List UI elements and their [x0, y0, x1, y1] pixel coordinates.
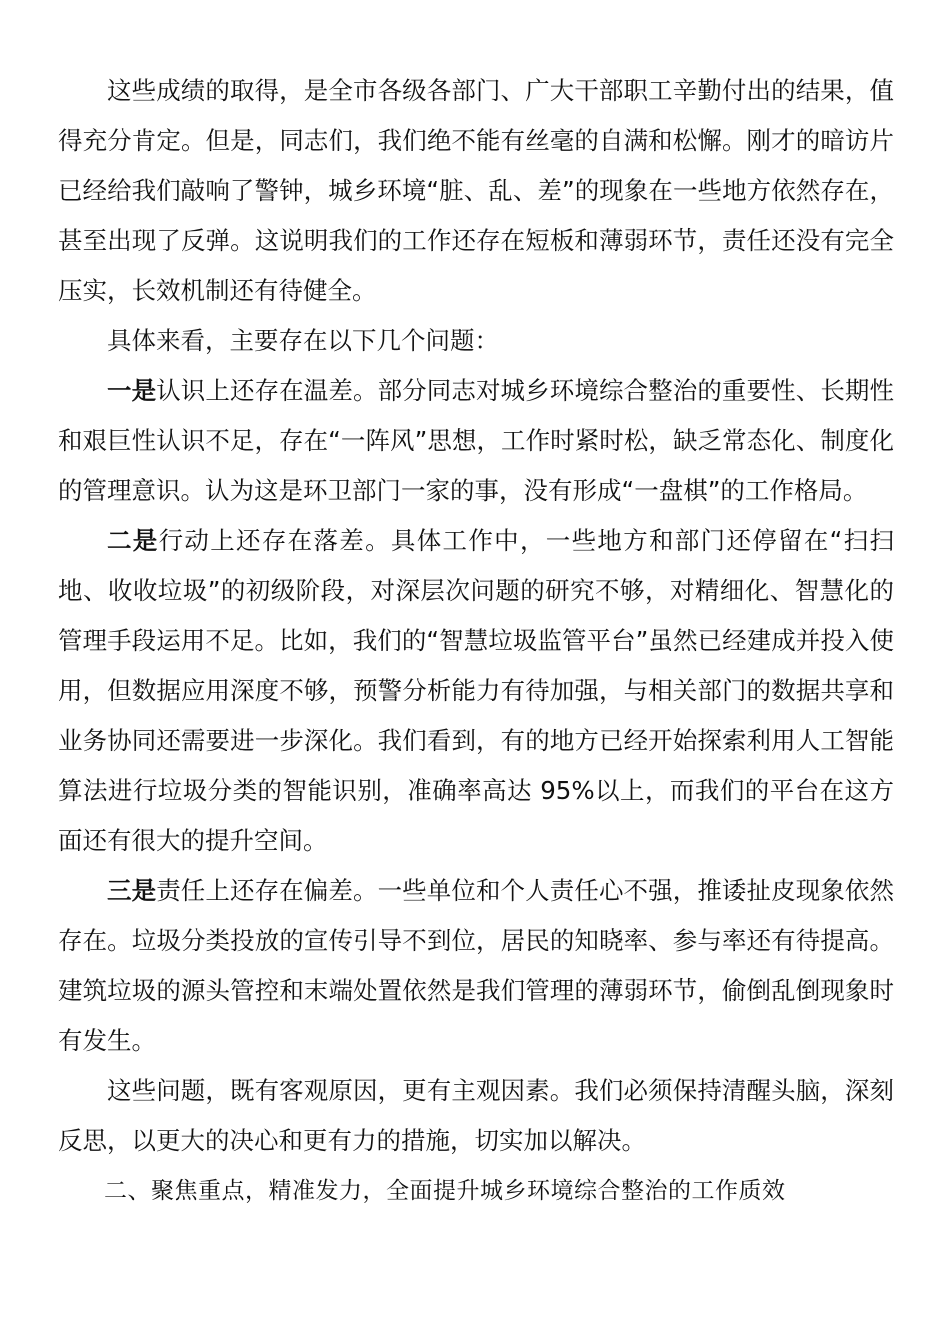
problem-two-text: 行动上还存在落差。具体工作中，一些地方和部门还停留在“扫扫地、收收垃圾”的初级阶段，对深层次问题的研究不够，对精细化、智慧化的管理手段运用不足。比如，我们的“智慧垃圾监管平台”虽然已经建成并投入使用，但数据应用深度不够，预警分析能力有待加强，与相关部门的数据共享和业务协同还需要进一步深化。我们看到，有的地方已经开始探索利用人工智能算法进行垃圾分类的智能识别，准确率高达 95%以上，而我们的平台在这方面还有很大的提升空间。 [58, 526, 894, 855]
problem-one-lead: 一是 [107, 376, 157, 405]
paragraph-problems-intro: 具体来看，主要存在以下几个问题： [107, 326, 499, 355]
problem-three-text: 责任上还存在偏差。一些单位和个人责任心不强，推诿扯皮现象依然存在。垃圾分类投放的宣传引导不到位，居民的知晓率、参与率还有待提高。建筑垃圾的源头管控和末端处置依然是我们管理的薄弱环节，偷倒乱倒现象时有发生。 [58, 876, 895, 1055]
paragraph-problem-one [58, 366, 894, 516]
paragraph-problem-two [58, 516, 894, 866]
paragraph-reflection: 这些问题，既有客观原因，更有主观因素。我们必须保持清醒头脑，深刻反思，以更大的决心和更有力的措施，切实加以解决。 [58, 1076, 894, 1155]
paragraph-problem-three [58, 866, 894, 1066]
problem-two-lead: 二是 [107, 526, 159, 555]
problem-three-lead: 三是 [107, 876, 157, 905]
paragraph-achievements: 这些成绩的取得，是全市各级各部门、广大干部职工辛勤付出的结果，值得充分肯定。但是，同志们，我们绝不能有丝毫的自满和松懈。刚才的暗访片已经给我们敲响了警钟，城乡环境“脏、乱、差”的现象在一些地方依然存在，甚至出现了反弹。这说明我们的工作还存在短板和薄弱环节，责任还没有完全压实，长效机制还有待健全。 [58, 76, 894, 305]
section-heading-two: 二、聚焦重点，精准发力，全面提升城乡环境综合整治的工作质效 [104, 1178, 786, 1204]
problem-one-text: 认识上还存在温差。部分同志对城乡环境综合整治的重要性、长期性和艰巨性认识不足，存在“一阵风”思想，工作时紧时松，缺乏常态化、制度化的管理意识。认为这是环卫部门一家的事，没有形成“一盘棋”的工作格局。 [58, 376, 895, 505]
document-body [58, 66, 894, 1216]
